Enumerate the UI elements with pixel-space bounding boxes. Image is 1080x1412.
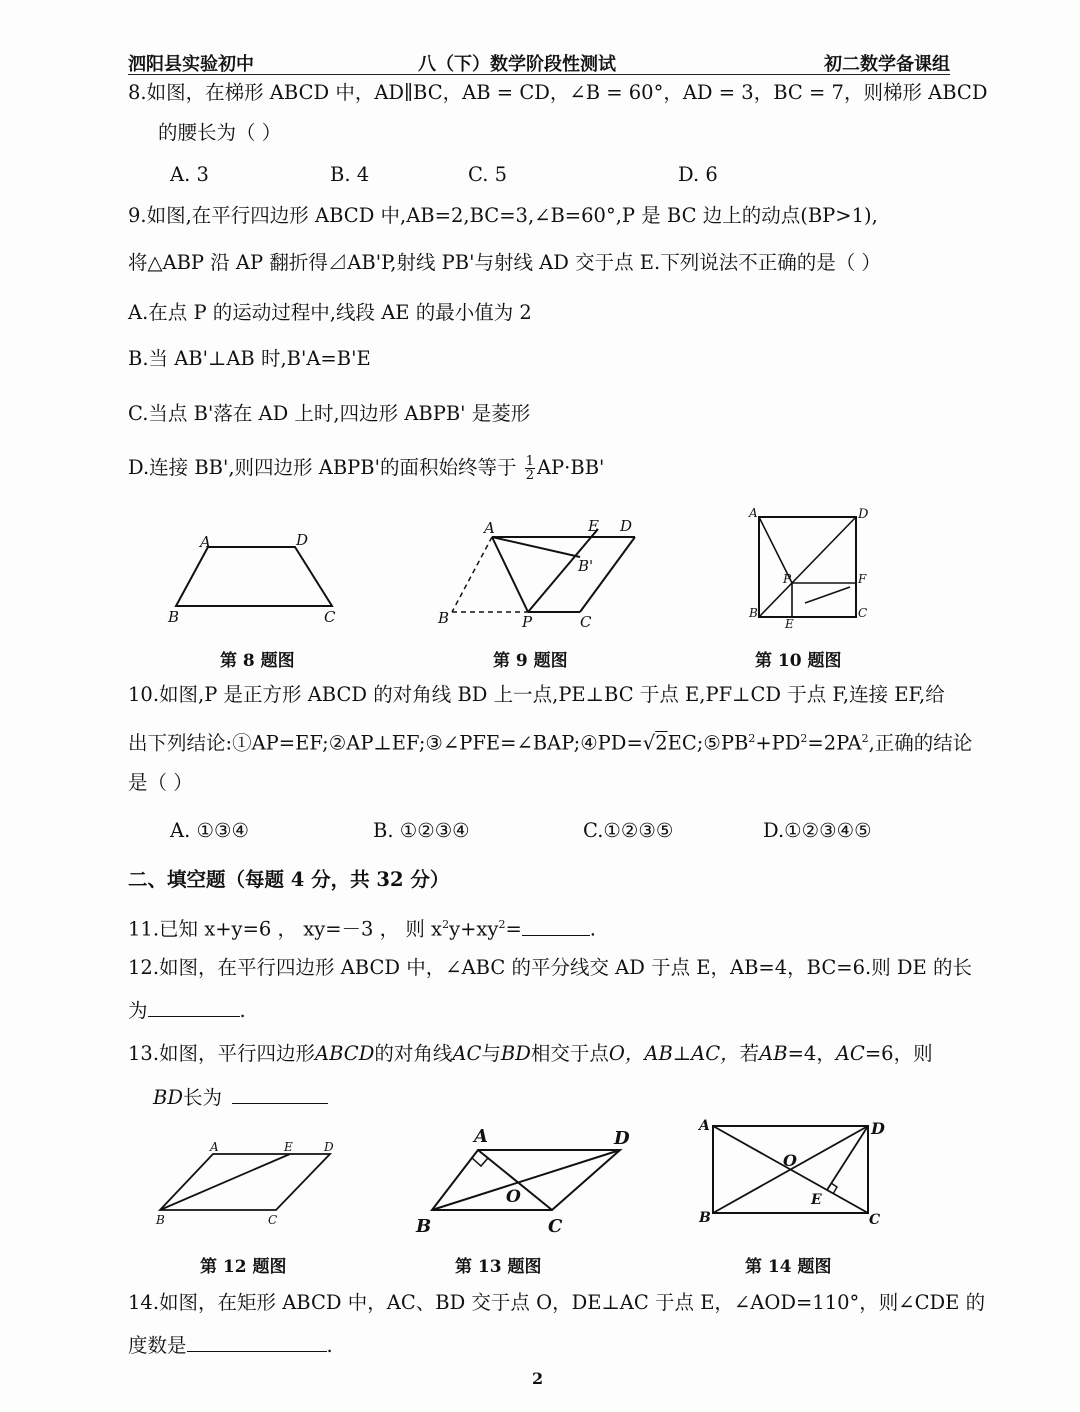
superscript: 2 bbox=[748, 732, 756, 745]
q13-stem-line1 bbox=[128, 1041, 933, 1067]
label-C: C bbox=[548, 1216, 563, 1237]
q12-stem-line2 bbox=[128, 998, 246, 1024]
label-A: A bbox=[484, 519, 495, 537]
q12-period: . bbox=[239, 999, 246, 1022]
figure-10-square bbox=[745, 505, 875, 631]
q13-stem-line2 bbox=[153, 1085, 328, 1111]
label-E: E bbox=[588, 517, 599, 535]
q10-stem-line1: 10.如图,P 是正方形 ABCD 的对角线 BD 上一点,PE⊥BC 于点 E,PF⊥CD 于点 F,连接 EF,给 bbox=[128, 683, 945, 706]
label-C: C bbox=[869, 1212, 881, 1228]
label-B: B bbox=[168, 608, 180, 626]
page-number: 2 bbox=[532, 1369, 544, 1388]
figure-12-parallelogram bbox=[150, 1135, 350, 1235]
superscript: 2 bbox=[498, 918, 506, 931]
q14-text: 度数是 bbox=[128, 1334, 187, 1357]
label-C: C bbox=[324, 608, 336, 626]
q13-var-bd: BD bbox=[500, 1042, 531, 1065]
answer-blank[interactable] bbox=[522, 917, 590, 936]
sqrt-radicand: 2 bbox=[655, 731, 668, 755]
q10-text-e: ,正确的结论 bbox=[868, 731, 973, 755]
q13-text-b: 的对角线 bbox=[374, 1042, 453, 1065]
trapezoid-shape bbox=[176, 547, 332, 606]
q14-period: . bbox=[326, 1334, 333, 1357]
fraction-numerator: 1 bbox=[525, 454, 534, 469]
q10-text-b: EC;⑤PB bbox=[667, 731, 749, 755]
label-C: C bbox=[580, 613, 592, 631]
figure-8-trapezoid bbox=[160, 528, 360, 628]
label-D: D bbox=[620, 517, 633, 535]
segment-EF bbox=[805, 587, 850, 603]
label-O: O bbox=[506, 1187, 521, 1207]
q13-text-d: 相交于点 bbox=[530, 1042, 609, 1065]
q13-text-e: 若 bbox=[739, 1042, 760, 1065]
fraction-half bbox=[525, 455, 535, 482]
superscript: 2 bbox=[861, 732, 869, 745]
superscript: 2 bbox=[800, 732, 808, 745]
label-P: P bbox=[783, 572, 792, 586]
q11-text-c: = bbox=[505, 917, 522, 941]
school-name: 泗阳县实验初中 bbox=[128, 54, 254, 75]
q10-stem-line2: 出下列结论$:①AP=EF;②AP\perp EF;③\angle PFE=\angle BAP;④PD=√2EC;⑤PB^2+PD^2=2PA^2$,正确的结论 bbox=[128, 731, 973, 755]
label-A: A bbox=[699, 1118, 710, 1134]
q9-option-c: C.当点 B'落在 AD 上时,四边形 ABPB' 是菱形 bbox=[128, 402, 531, 425]
q8-option-d: D. 6 bbox=[678, 163, 718, 186]
label-C: C bbox=[268, 1213, 278, 1227]
q13-text-f: =4， bbox=[787, 1042, 836, 1065]
figure-14-rectangle bbox=[695, 1112, 895, 1228]
figure-12-caption: 第 12 题图 bbox=[200, 1257, 287, 1277]
label-E: E bbox=[284, 1140, 293, 1154]
q13-text-h: 长为 bbox=[182, 1086, 222, 1109]
diagonal-BD bbox=[432, 1150, 620, 1210]
label-B: B bbox=[749, 606, 758, 620]
label-D: D bbox=[296, 531, 309, 549]
answer-blank[interactable] bbox=[232, 1085, 328, 1104]
q8-stem-line2: 的腰长为（ ） bbox=[158, 121, 282, 144]
bisector-BE bbox=[160, 1154, 290, 1210]
q11-period: . bbox=[589, 917, 596, 941]
q9-stem-line1: 9.如图,在平行四边形 ABCD 中,AB=2,BC=3,∠B=60°,P 是 BC 边上的动点(BP>1), bbox=[128, 204, 878, 227]
q10-option-c: C.①②③⑤ bbox=[583, 819, 674, 842]
q13-var-abcd: ABCD bbox=[315, 1042, 375, 1065]
prep-group: 初二数学备课组 bbox=[824, 54, 950, 75]
right-angle-mark bbox=[472, 1158, 488, 1166]
q13-text-c: 与 bbox=[481, 1042, 501, 1065]
q11-stem bbox=[128, 912, 596, 943]
q13-text-a: 13.如图，平行四边形 bbox=[128, 1042, 316, 1065]
label-B-prime: B' bbox=[578, 557, 594, 575]
label-C: C bbox=[858, 606, 868, 620]
figure-14-caption: 第 14 题图 bbox=[745, 1257, 832, 1277]
label-O: O bbox=[783, 1151, 797, 1170]
figure-10-caption: 第 10 题图 bbox=[755, 651, 842, 671]
label-B: B bbox=[699, 1210, 711, 1226]
fraction-denominator: 2 bbox=[525, 468, 534, 483]
q9-option-a: A.在点 P 的运动过程中,线段 AE 的最小值为 2 bbox=[128, 301, 532, 324]
segment-AB-prime bbox=[492, 537, 580, 557]
q8-option-b: B. 4 bbox=[330, 163, 370, 186]
q8-stem-line1: 8.如图，在梯形 ABCD 中，AD∥BC，AB = CD，∠B = 60°，AD = 3，BC = 7，则梯形 ABCD bbox=[128, 81, 988, 104]
segment-AP bbox=[492, 537, 528, 612]
figure-8-caption: 第 8 题图 bbox=[220, 651, 295, 671]
q10-option-b: B. ①②③④ bbox=[373, 819, 470, 842]
q13-var-o: O，AB⊥AC， bbox=[608, 1042, 740, 1065]
figure-13-parallelogram bbox=[410, 1120, 640, 1240]
q11-text-a: 11.已知 x+y=6 ， xy=－3 ， 则 x bbox=[128, 917, 443, 941]
label-E: E bbox=[811, 1192, 822, 1208]
q11-text-b: y+xy bbox=[449, 917, 499, 941]
q13-var-ab: AB bbox=[759, 1042, 788, 1065]
q8-option-c: C. 5 bbox=[468, 163, 508, 186]
q9-option-d-tail: AP·BB' bbox=[536, 456, 605, 479]
label-E: E bbox=[785, 617, 794, 631]
q9-option-b: B.当 AB'⊥AB 时,B'A=B'E bbox=[128, 347, 371, 370]
label-B: B bbox=[438, 609, 450, 627]
q9-option-d bbox=[128, 455, 604, 482]
label-D: D bbox=[614, 1128, 630, 1149]
label-A: A bbox=[749, 506, 758, 520]
answer-blank[interactable] bbox=[187, 1333, 327, 1352]
label-D: D bbox=[858, 507, 869, 522]
label-P: P bbox=[522, 613, 533, 631]
q8-option-a: A. 3 bbox=[170, 163, 209, 186]
superscript: 2 bbox=[442, 918, 450, 931]
q12-stem-line1: 12.如图，在平行四边形 ABCD 中，∠ABC 的平分线交 AD 于点 E，AB=4，BC=6.则 DE 的长 bbox=[128, 956, 972, 979]
q10-text-c: +PD bbox=[755, 731, 801, 755]
label-A: A bbox=[210, 1140, 219, 1154]
q13-var-ac2: AC bbox=[835, 1042, 865, 1065]
figure-13-caption: 第 13 题图 bbox=[455, 1257, 542, 1277]
q10-text-d: =2PA bbox=[807, 731, 862, 755]
q10-option-a: A. ①③④ bbox=[170, 819, 249, 842]
q10-option-d: D.①②③④⑤ bbox=[763, 819, 872, 842]
label-A: A bbox=[200, 533, 211, 551]
q9-stem-line2: 将△ABP 沿 AP 翻折得⊿AB'P,射线 PB'与射线 AD 交于点 E.下列说法不正确的是（ ） bbox=[128, 251, 881, 274]
q9-option-d-text: D.连接 BB',则四边形 ABPB'的面积始终等于 bbox=[128, 456, 517, 479]
section-2-title: 二、填空题（每题 4 分，共 32 分） bbox=[128, 868, 450, 891]
figure-9-caption: 第 9 题图 bbox=[493, 651, 568, 671]
side-AB-dashed bbox=[452, 537, 492, 612]
q10-stem-line3: 是（ ） bbox=[128, 771, 193, 794]
label-D: D bbox=[871, 1119, 885, 1138]
q12-text: 为 bbox=[128, 999, 148, 1022]
parallelogram-ABCD bbox=[160, 1154, 330, 1210]
label-B: B bbox=[416, 1216, 432, 1237]
page-header bbox=[128, 50, 950, 75]
figure-9-parallelogram bbox=[430, 515, 650, 635]
q14-stem-line2 bbox=[128, 1333, 333, 1359]
label-D: D bbox=[324, 1140, 334, 1154]
label-B: B bbox=[156, 1213, 165, 1227]
q13-text-g: =6，则 bbox=[864, 1042, 933, 1065]
exam-title: 八（下）数学阶段性测试 bbox=[418, 54, 616, 75]
label-A: A bbox=[474, 1126, 488, 1147]
label-F: F bbox=[858, 572, 867, 586]
q10-text-a: 出下列结论:①AP=EF;②AP⊥EF;③∠PFE=∠BAP;④PD= bbox=[128, 731, 643, 755]
q13-var-bd2: BD bbox=[153, 1086, 183, 1109]
answer-blank[interactable] bbox=[148, 998, 240, 1017]
segment-DE bbox=[827, 1126, 868, 1190]
q13-var-ac: AC bbox=[452, 1042, 482, 1065]
q14-stem-line1: 14.如图，在矩形 ABCD 中，AC、BD 交于点 O，DE⊥AC 于点 E，∠AOD=110°，则∠CDE 的 bbox=[128, 1291, 986, 1314]
